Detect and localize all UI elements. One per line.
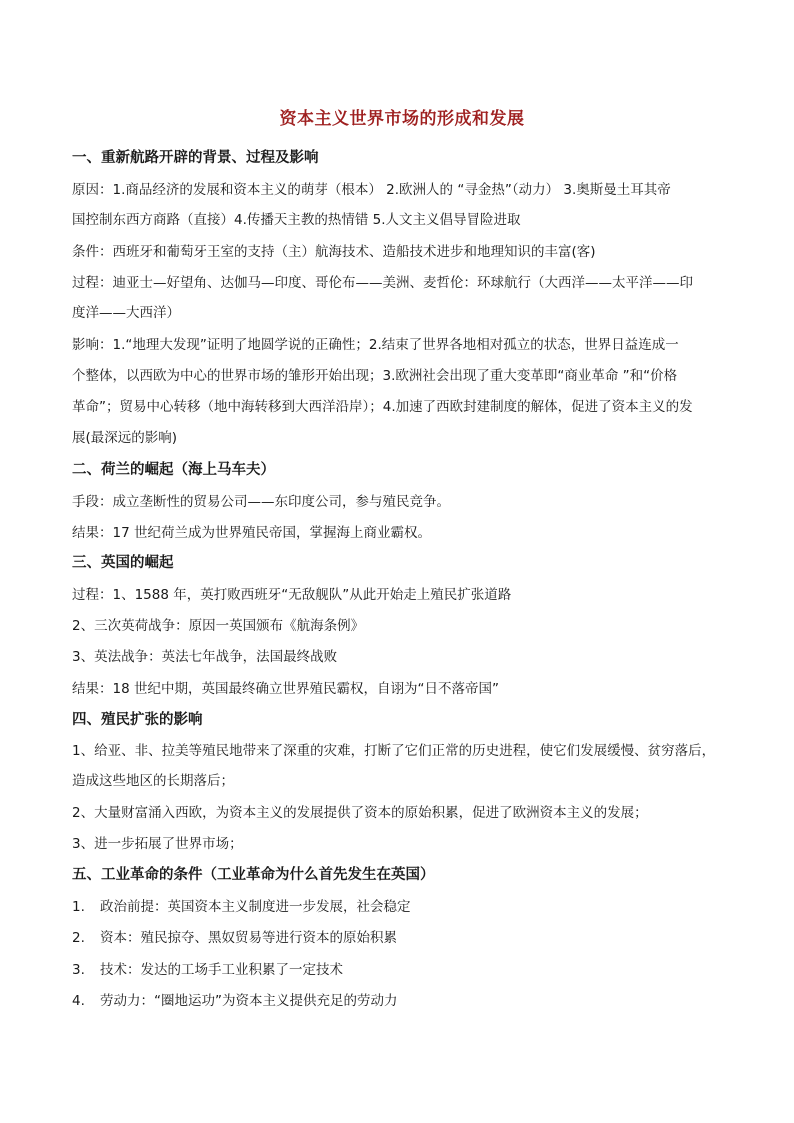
s5-list-item bbox=[72, 958, 343, 978]
s1-impact-line-2: 个整体，以西欧为中心的世界市场的雏形开始出现；3.欧洲社会出现了重大变革即“商业革命 ”和“价格 bbox=[72, 368, 678, 384]
s1-cause-line-2: 国控制东西方商路（直接）4.传播天主教的热情错 5.人文主义倡导冒险进取 bbox=[72, 212, 521, 228]
s3-process-2: 2、三次英荷战争：原因一英国颁布《航海条例》 bbox=[72, 618, 365, 634]
s3-result: 结果：18 世纪中期，英国最终确立世界殖民霸权，自诩为“日不落帝国” bbox=[72, 681, 499, 697]
s5-list-item bbox=[72, 895, 411, 915]
section-3-heading: 三、英国的崛起 bbox=[72, 555, 174, 571]
s2-result: 结果：17 世纪荷兰成为世界殖民帝国，掌握海上商业霸权。 bbox=[72, 525, 431, 541]
s3-process-1: 过程：1、1588 年，英打败西班牙“无敌舰队”从此开始走上殖民扩张道路 bbox=[72, 587, 512, 603]
s2-means: 手段：成立垄断性的贸易公司——东印度公司，参与殖民竞争。 bbox=[72, 494, 450, 510]
s1-cause-line-1: 原因：1.商品经济的发展和资本主义的萌芽（根本） 2.欧洲人的 “寻金热”（动力） 3.奥斯曼土耳其帝 bbox=[72, 182, 671, 198]
s1-process-line-2: 度洋——大西洋） bbox=[72, 305, 180, 321]
page-title: 资本主义世界市场的形成和发展 bbox=[279, 109, 525, 129]
s5-item-number: 3. bbox=[72, 962, 85, 978]
s4-item-2: 2、大量财富涌入西欧，为资本主义的发展提供了资本的原始积累，促进了欧洲资本主义的发展； bbox=[72, 805, 648, 821]
s5-item-text: 劳动力：“圈地运功”为资本主义提供充足的劳动力 bbox=[100, 993, 398, 1009]
s5-list-item bbox=[72, 926, 397, 946]
s3-process-3: 3、英法战争：英法七年战争，法国最终战败 bbox=[72, 649, 338, 665]
s4-item-3: 3、进一步拓展了世界市场； bbox=[72, 836, 243, 852]
s1-impact-line-4: 展(最深远的影响) bbox=[72, 430, 178, 446]
s5-item-number: 4. bbox=[72, 993, 85, 1009]
section-4-heading: 四、殖民扩张的影响 bbox=[72, 712, 203, 728]
s4-item-1-line-2: 造成这些地区的长期落后； bbox=[72, 773, 234, 789]
s5-list-item bbox=[72, 989, 398, 1009]
s5-item-text: 技术：发达的工场手工业积累了一定技术 bbox=[100, 962, 343, 978]
s4-item-1-line-1: 1、给亚、非、拉美等殖民地带来了深重的灾难，打断了它们正常的历史进程，使它们发展缓慢、贫穷落后， bbox=[72, 743, 716, 759]
section-5-heading: 五、工业革命的条件（工业革命为什么首先发生在英国） bbox=[72, 867, 435, 883]
section-2-heading: 二、荷兰的崛起（海上马车夫） bbox=[72, 462, 275, 478]
s1-condition: 条件：西班牙和葡萄牙王室的支持（主）航海技术、造船技术进步和地理知识的丰富(客) bbox=[72, 244, 596, 260]
section-1-heading: 一、重新航路开辟的背景、过程及影响 bbox=[72, 150, 319, 166]
s5-item-number: 2. bbox=[72, 930, 85, 946]
s1-impact-line-1: 影响：1.“地理大发现”证明了地圆学说的正确性；2.结束了世界各地相对孤立的状态，世界日益连成一 bbox=[72, 337, 679, 353]
s5-item-text: 资本：殖民掠夺、黑奴贸易等进行资本的原始积累 bbox=[100, 930, 397, 946]
s5-item-number: 1. bbox=[72, 899, 85, 915]
s5-item-text: 政治前提：英国资本主义制度进一步发展，社会稳定 bbox=[100, 899, 411, 915]
s1-process-line-1: 过程：迪亚士—好望角、达伽马—印度、哥伦布——美洲、麦哲伦：环球航行（大西洋——太平洋——印 bbox=[72, 275, 693, 291]
s1-impact-line-3: 革命”；贸易中心转移（地中海转移到大西洋沿岸）；4.加速了西欧封建制度的解体，促进了资本主义的发 bbox=[72, 399, 693, 415]
